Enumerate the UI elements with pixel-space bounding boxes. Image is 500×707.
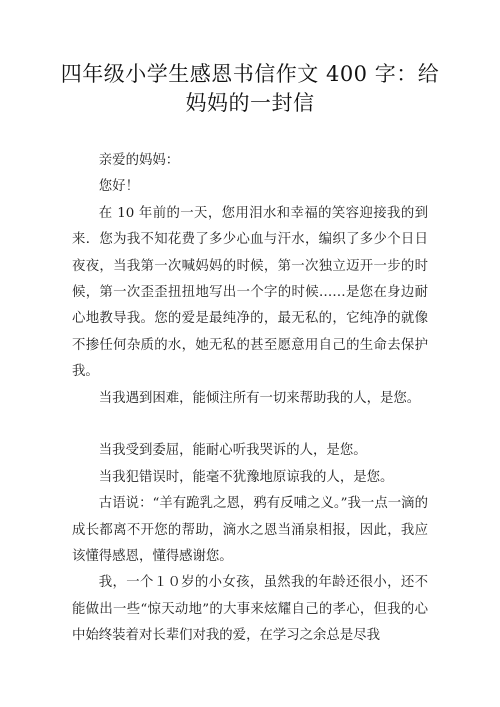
paragraph: 当我犯错误时，能毫不犹豫地原谅我的人，是您。	[98, 469, 394, 485]
paragraph: 当我遇到困难，能倾注所有一切来帮助我的人，是您。	[98, 390, 421, 406]
paragraph: 当我受到委屈，能耐心听我哭诉的人，是您。	[98, 443, 367, 459]
letter-body	[72, 148, 428, 650]
paragraph: 我，一个１０岁的小女孩，虽然我的年龄还很小，还不能做出一些“惊天动地”的大事来炫耀自己的孝心，但我的心中始终装着对长辈们对我的爱，在学习之余总是尽我	[72, 575, 428, 644]
salutation: 亲爱的妈妈：	[98, 153, 180, 168]
paragraph: 古语说：“羊有跪乳之恩，鸦有反哺之义。”我一点一滴的成长都离不开您的帮助，滴水之恩当涌泉相报，因此，我应该懂得感恩，懂得感谢您。	[72, 496, 428, 565]
greeting: 您好！	[98, 179, 139, 195]
blank-line	[72, 412, 428, 438]
paragraph: 在 10 年前的一天，您用泪水和幸福的笑容迎接我的到来．您为我不知花费了多少心血与汗水，编织了多少个日日夜夜，当我第一次喊妈妈的时候，第一次独立迈开一步的时候，第一次歪歪扭扭地写出一个字的时候……是您在身边耐心地教导我。您的爱是最纯净的，最无私的，它纯净的就像不掺任何杂质的水，她无私的甚至愿意用自己的生命去保护我。	[72, 205, 428, 380]
document-title: 四年级小学生感恩书信作文 400 字：给妈妈的一封信	[60, 62, 440, 115]
